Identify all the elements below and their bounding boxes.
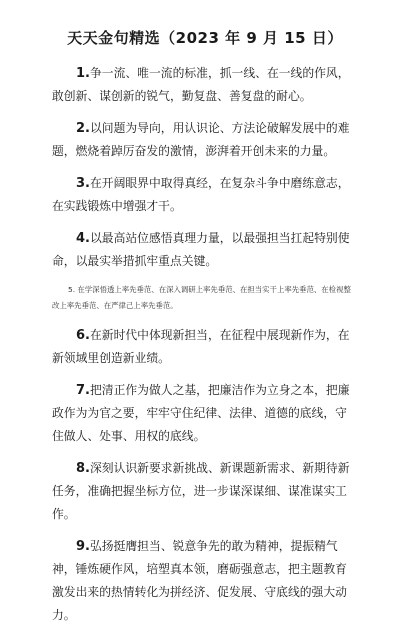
- quote-item-2: [52, 117, 358, 163]
- quote-item-7: [52, 379, 358, 448]
- item-number: 6.: [76, 328, 90, 343]
- page-title: 天天金句精选（2023 年 9 月 15 日）: [67, 29, 343, 47]
- item-text: 把清正作为做人之基，把廉洁作为立身之本，把廉政作为为官之要，牢牢守住纪律、法律、道德的底线，守住做人、处事、用权的底线。: [52, 383, 350, 443]
- item-number: 1.: [76, 66, 90, 81]
- item-text: 弘扬挺膺担当、锐意争先的敢为精神，提振精气神，锤炼硬作风，培塑真本领，磨砺强意志，把主题教育激发出来的热情转化为拼经济、促发展、守底线的强大动力。: [52, 539, 347, 622]
- item-text: 在新时代中体现新担当，在征程中展现新作为，在新领域里创造新业绩。: [52, 328, 350, 365]
- item-number: 8.: [76, 461, 90, 476]
- item-text: 以问题为导向，用认识论、方法论破解发展中的难题，燃烧着踔厉奋发的激情，澎湃着开创未来的力量。: [52, 121, 350, 158]
- quote-item-4: [52, 227, 358, 273]
- item-text: 在开阔眼界中取得真经，在复杂斗争中磨练意志，在实践锻炼中增强才干。: [52, 176, 350, 213]
- item-text: 以最高站位感悟真理力量，以最强担当扛起特别使命，以最实举措抓牢重点关键。: [52, 231, 350, 268]
- quote-item-1: [52, 62, 358, 108]
- item-text: 深刻认识新要求新挑战、新课题新需求、新期待新任务，准确把握坐标方位，进一步谋深谋细、谋准谋实工作。: [52, 461, 350, 521]
- quote-item-9: [52, 535, 358, 627]
- item-number: 3.: [76, 176, 90, 191]
- item-number: 7.: [76, 383, 90, 398]
- quote-item-6: [52, 324, 358, 370]
- item-number: 2.: [76, 121, 90, 136]
- quote-item-5-small: 5. 在学深悟透上率先垂范、在深入调研上率先垂范、在担当实干上率先垂范、在检视整改上率先垂范、在严律己上率先垂范。: [52, 285, 351, 310]
- item-number: 9.: [76, 539, 90, 554]
- quote-item-8: [52, 457, 358, 526]
- quote-item-3: [52, 172, 358, 218]
- item-text: 争一流、唯一流的标准，抓一线、在一线的作风，敢创新、谋创新的锐气，勤复盘、善复盘的耐心。: [52, 66, 350, 103]
- item-number: 4.: [76, 231, 90, 246]
